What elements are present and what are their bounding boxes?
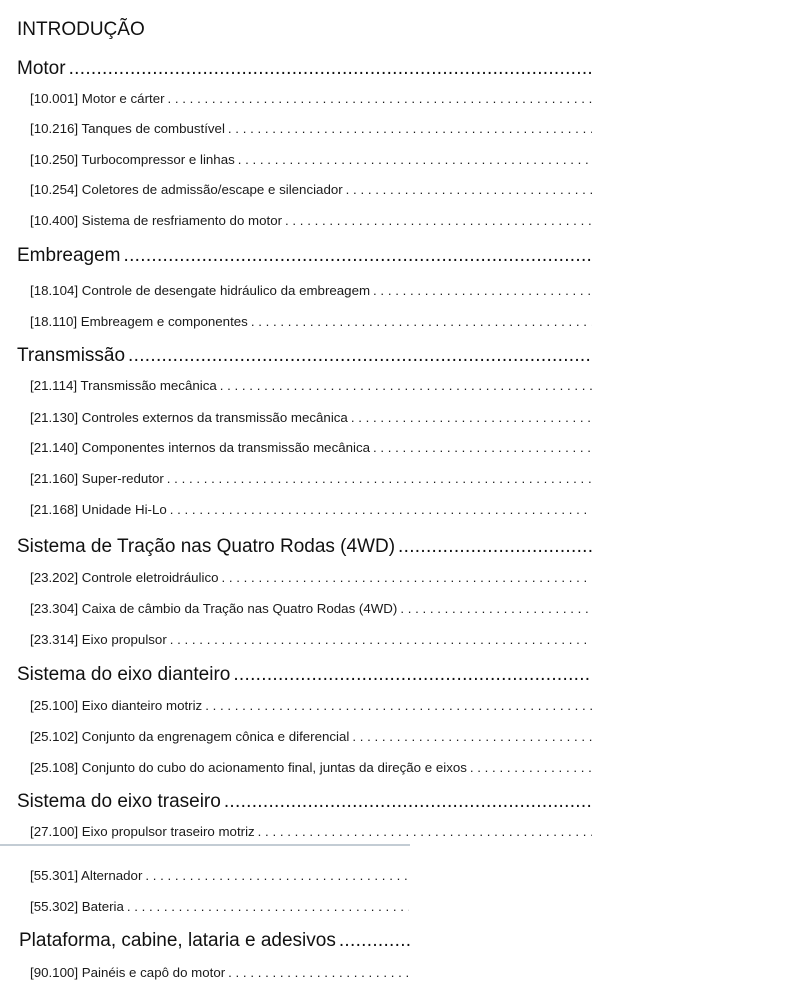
toc-item-label: [21.168] Unidade Hi-Lo (30, 502, 167, 517)
dot-leader (228, 965, 409, 980)
dot-leader (373, 440, 592, 455)
toc-item[interactable] (30, 283, 592, 298)
toc-item[interactable] (30, 729, 592, 744)
toc-item[interactable] (30, 410, 592, 425)
toc-item-label: [10.254] Coletores de admissão/escape e silenciador (30, 182, 343, 197)
toc-item[interactable] (30, 440, 592, 455)
toc-heading-motor[interactable] (17, 58, 592, 80)
dot-leader (251, 314, 592, 329)
toc-item[interactable] (30, 824, 592, 839)
toc-item[interactable] (30, 698, 592, 713)
toc-heading-eixo-traseiro[interactable] (17, 791, 592, 813)
toc-item[interactable] (30, 471, 592, 486)
dot-leader (351, 410, 592, 425)
toc-item-label: [18.110] Embreagem e componentes (30, 314, 248, 329)
toc-item-label: [21.160] Super-redutor (30, 471, 164, 486)
toc-heading-label: Sistema do eixo traseiro (17, 791, 221, 812)
dot-leader (470, 760, 592, 775)
toc-item-label: [10.250] Turbocompressor e linhas (30, 152, 235, 167)
dot-leader (233, 664, 592, 686)
toc-item-label: [55.302] Bateria (30, 899, 124, 914)
toc-item-label: [90.100] Painéis e capô do motor (30, 965, 226, 980)
dot-leader (400, 601, 592, 616)
dot-leader (170, 502, 592, 517)
dot-leader (205, 698, 592, 713)
toc-heading-transmissao[interactable] (17, 345, 592, 367)
toc-heading-eixo-dianteiro[interactable] (17, 664, 592, 686)
dot-leader (220, 378, 592, 393)
toc-item[interactable] (30, 899, 409, 914)
toc-item[interactable] (30, 213, 592, 228)
toc-item[interactable] (30, 868, 409, 883)
dot-leader (285, 213, 592, 228)
toc-item-label: [10.001] Motor e cárter (30, 91, 165, 106)
toc-item-label: [21.114] Transmissão mecânica (30, 378, 217, 393)
dot-leader (145, 868, 409, 883)
toc-item[interactable] (30, 502, 592, 517)
toc-item-label: [25.100] Eixo dianteiro motriz (30, 698, 203, 713)
dot-leader (224, 791, 592, 813)
toc-item[interactable] (30, 152, 592, 167)
toc-item-label: [10.400] Sistema de resfriamento do motor (30, 213, 283, 228)
toc-item[interactable] (30, 182, 592, 197)
toc-item[interactable] (30, 601, 592, 616)
toc-item[interactable] (30, 570, 592, 585)
dot-leader (124, 245, 593, 267)
dot-leader (238, 152, 592, 167)
toc-item[interactable] (30, 760, 592, 775)
toc-item[interactable] (30, 314, 592, 329)
toc-item[interactable] (30, 121, 592, 136)
dot-leader (69, 58, 592, 80)
toc-item-label: [10.216] Tanques de combustível (30, 121, 225, 136)
toc-heading-label: Plataforma, cabine, lataria e adesivos (19, 930, 336, 951)
toc-item-label: [21.130] Controles externos da transmissão mecânica (30, 410, 348, 425)
page-title: INTRODUÇÃO (17, 19, 145, 40)
dot-leader (170, 632, 592, 647)
toc-heading-embreagem[interactable] (17, 245, 592, 267)
toc-item[interactable] (30, 91, 592, 106)
toc-item-label: [55.301] Alternador (30, 868, 143, 883)
toc-heading-label: Transmissão (17, 345, 126, 366)
dot-leader (127, 899, 409, 914)
page-break-divider (0, 844, 410, 846)
toc-item-label: [25.108] Conjunto do cubo do acionamento final, juntas da direção e eixos (30, 760, 467, 775)
dot-leader (398, 536, 592, 558)
dot-leader (168, 91, 592, 106)
toc-heading-label: Embreagem (17, 245, 121, 266)
toc-item-label: [25.102] Conjunto da engrenagem cônica e diferencial (30, 729, 350, 744)
toc-item-label: [27.100] Eixo propulsor traseiro motriz (30, 824, 255, 839)
toc-heading-4wd[interactable] (17, 536, 592, 558)
dot-leader (373, 283, 592, 298)
dot-leader (222, 570, 593, 585)
dot-leader (346, 182, 592, 197)
dot-leader (228, 121, 592, 136)
toc-item[interactable] (30, 378, 592, 393)
toc-item-label: [23.314] Eixo propulsor (30, 632, 167, 647)
dot-leader (352, 729, 592, 744)
toc-item[interactable] (30, 632, 592, 647)
dot-leader (167, 471, 592, 486)
dot-leader (128, 345, 592, 367)
toc-item-label: [23.304] Caixa de câmbio da Tração nas Quatro Rodas (4WD) (30, 601, 398, 616)
toc-item[interactable] (30, 965, 409, 980)
dot-leader (258, 824, 592, 839)
toc-item-label: [18.104] Controle de desengate hidráulico da embreagem (30, 283, 371, 298)
toc-heading-label: Motor (17, 58, 66, 79)
toc-heading-plataforma[interactable] (19, 930, 411, 952)
toc-item-label: [23.202] Controle eletroidráulico (30, 570, 219, 585)
dot-leader (339, 930, 411, 952)
toc-item-label: [21.140] Componentes internos da transmissão mecânica (30, 440, 370, 455)
toc-heading-label: Sistema do eixo dianteiro (17, 664, 231, 685)
toc-heading-label: Sistema de Tração nas Quatro Rodas (4WD) (17, 536, 396, 557)
